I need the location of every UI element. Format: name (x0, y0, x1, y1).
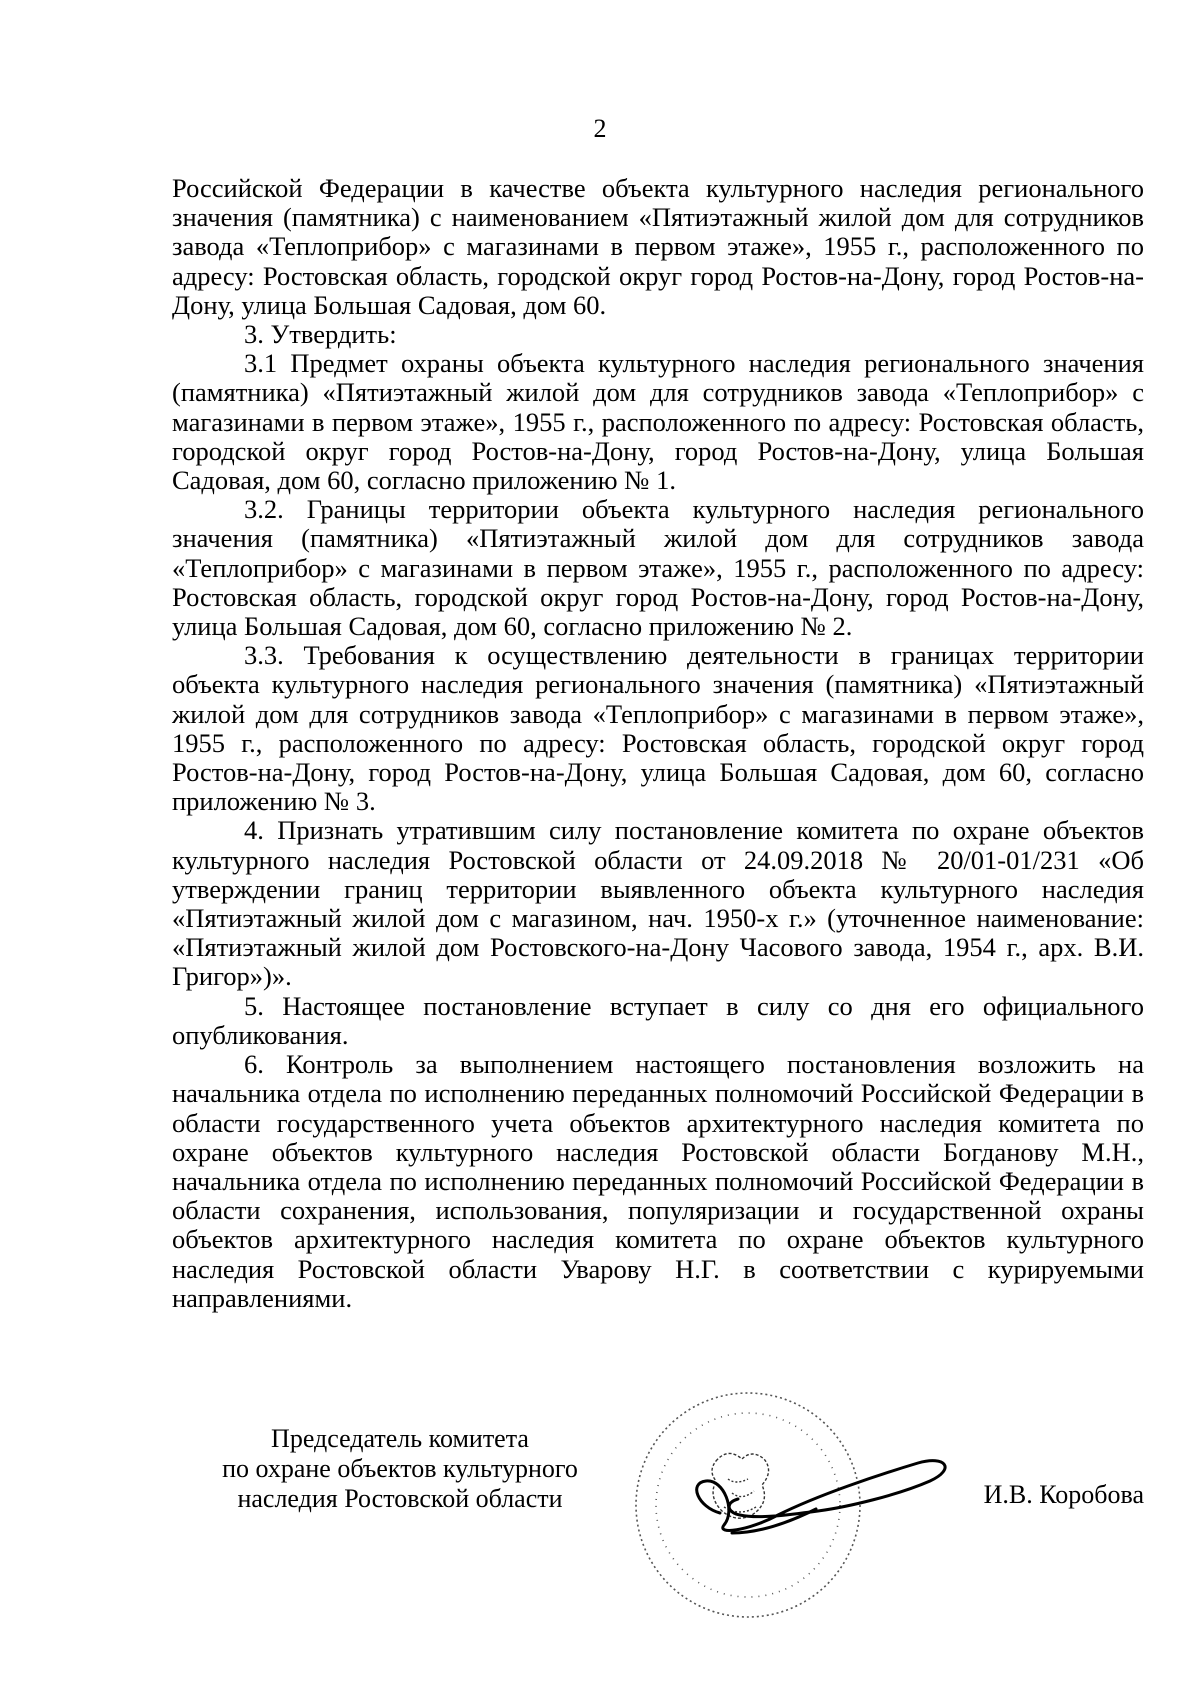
page-number: 2 (593, 114, 607, 143)
document-body (172, 174, 1144, 1313)
signatory-position (190, 1424, 610, 1514)
paragraph-item-3-1: 3.1 Предмет охраны объекта культурного наследия регионального значения (памятника) «Пятиэтажный жилой дом для сотрудников завода «Теплоприбор» с магазинами в первом этаже», 1955 г., расположенного по адресу: Ростовская область, городской округ город Ростов-на-Дону, город Ростов-на-Дону, улица Большая Садовая, дом 60, согласно приложению № 1. (172, 348, 1144, 496)
paragraph-continuation: Российской Федерации в качестве объекта культурного наследия регионального значения (памятника) с наименованием «Пятиэтажный жилой дом для сотрудников завода «Теплоприбор» с магазинами в первом этаже», 1955 г., расположенного по адресу: Ростовская область, городской округ город Ростов-на-Дону, город Ростов-на-Дону, улица Большая Садовая, дом 60. (172, 173, 1144, 320)
seal-icon (628, 1383, 968, 1628)
paragraph-item-5: 5. Настоящее постановление вступает в силу со дня его официального опубликования. (172, 990, 1144, 1050)
position-line: по охране объектов культурного (222, 1454, 578, 1483)
signer-name: И.В. Коробова (983, 1480, 1144, 1509)
paragraph-item-6: 6. Контроль за выполнением настоящего постановления возложить на начальника отдела по исполнению переданных полномочий Российской Федерации в области государственного учета объектов архитектурного наследия комитета по охране объектов культурного наследия Ростовской области Богданову М.Н., начальника отдела по исполнению переданных полномочий Российской Федерации в области сохранения, использования, популяризации и государственной охраны объектов архитектурного наследия комитета по охране объектов культурного наследия Ростовской области Уварову Н.Г. в соответствии с курируемыми направлениями. (172, 1049, 1144, 1313)
signature-icon (697, 1461, 945, 1533)
paragraph-item-3-3: 3.3. Требования к осуществлению деятельности в границах территории объекта культурного наследия регионального значения (памятника) «Пятиэтажный жилой дом для сотрудников завода «Теплоприбор» с магазинами в первом этаже», 1955 г., расположенного по адресу: Ростовская область, городской округ город Ростов-на-Дону, город Ростов-на-Дону, улица Большая Садовая, дом 60, согласно приложению № 3. (172, 640, 1144, 817)
paragraph-item-4: 4. Признать утратившим силу постановление комитета по охране объектов культурного наследия Ростовской области от 24.09.2018 № 20/01-01/231 «Об утверждении границ территории выявленного объекта культурного наследия «Пятиэтажный жилой дом с магазином, нач. 1950-х г.» (уточненное наименование: «Пятиэтажный жилой дом Ростовского-на-Дону Часового завода, 1954 г., арх. В.И. Григор»)». (172, 815, 1144, 992)
official-stamp-seal (636, 1393, 860, 1617)
paragraph-item-3-2: 3.2. Границы территории объекта культурного наследия регионального значения (памятника) «Пятиэтажный жилой дом для сотрудников завода «Теплоприбор» с магазинами в первом этаже», 1955 г., расположенного по адресу: Ростовская область, городской округ город Ростов-на-Дону, город Ростов-на-Дону, улица Большая Садовая, дом 60, согласно приложению № 2. (172, 494, 1144, 642)
paragraph-item-3: 3. Утвердить: (244, 319, 397, 350)
position-line: наследия Ростовской области (237, 1484, 563, 1513)
position-line: Председатель комитета (271, 1424, 529, 1453)
